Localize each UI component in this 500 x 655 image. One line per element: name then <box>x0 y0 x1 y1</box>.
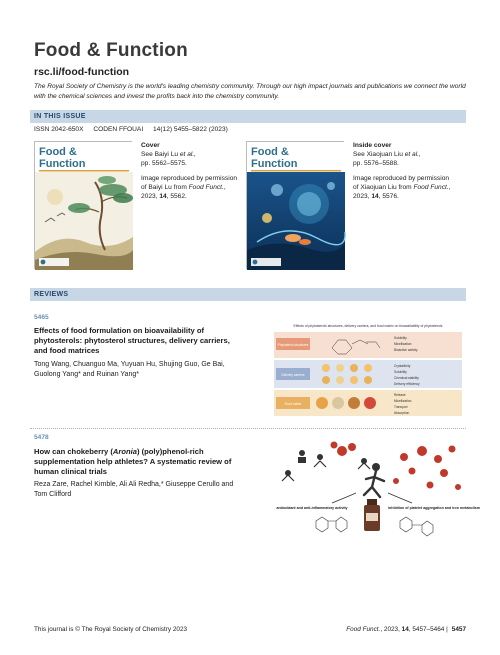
cover-label: Cover <box>141 142 160 149</box>
cover-credit: Image reproduced by permission of Baiyi Lu from Food Funct., 2023, 14, 5562. <box>141 175 238 200</box>
article-graphical-abstract <box>270 320 466 418</box>
section-heading-in-this-issue: IN THIS ISSUE <box>30 110 466 123</box>
cover-see: See Baiyi Lu et al., <box>141 151 196 158</box>
figure-row-3-item-1: Release <box>394 393 406 397</box>
cover-image[interactable] <box>34 141 132 269</box>
inside-cover-image[interactable] <box>246 141 344 269</box>
figure-row-2-item-4: Delivery efficiency <box>394 382 420 386</box>
figure-row-1-item-1: Solubility <box>394 336 407 340</box>
figure-row-1-item-2: Micellization <box>394 342 412 346</box>
figure-row-3-item-4: Absorption <box>394 411 410 415</box>
inside-cover-illustration <box>247 142 345 270</box>
inside-cover-label: Inside cover <box>353 142 392 149</box>
footer-citation: Food Funct., 2023, 14, 5457–5464 | 5457 <box>346 626 466 633</box>
volume-issue: 14(12) 5455–5822 (2023) <box>153 126 228 133</box>
article-authors: Tong Wang, Chuanguo Ma, Yuyuan Hu, Shujing Guo, Ge Bai, Guolong Yang* and Ruinan Yang* <box>34 361 225 378</box>
cover-illustration <box>35 142 133 270</box>
figure-row-2-item-1: Crystallinity <box>394 364 411 368</box>
figure-row-2-item-2: Solubility <box>394 370 407 374</box>
inside-cover-see: See Xiaojuan Liu et al., <box>353 151 421 158</box>
article-title[interactable]: Effects of food formulation on bioavailability of phytosterols: phytosterol structures, delivery carriers, and food matrices <box>34 326 230 355</box>
inside-cover-credit: Image reproduced by permission of Xiaojuan Liu from Food Funct., 2023, 14, 5576. <box>353 175 451 200</box>
inside-cover-title-line-2: Function <box>251 158 298 170</box>
figure-row-2-item-3: Chemical stability <box>394 376 419 380</box>
issn-line <box>34 126 236 133</box>
footer-copyright: This journal is © The Royal Society of Chemistry 2023 <box>34 626 188 633</box>
article-graphical-abstract <box>272 437 480 545</box>
article-page-number[interactable]: 5465 <box>34 314 49 321</box>
article-divider <box>30 428 466 429</box>
journal-url[interactable]: rsc.li/food-function <box>34 66 130 78</box>
figure-row-3-label: Food matrix <box>284 402 302 406</box>
cover-pages[interactable]: pp. 5562–5575. <box>141 160 187 167</box>
inside-cover-title-line-1: Food & <box>251 146 289 158</box>
figure-row-1-label: Phytosterol structures <box>277 343 309 347</box>
cover-title-line-1: Food & <box>39 146 77 158</box>
cover-title-line-2: Function <box>39 158 86 170</box>
inside-cover-caption <box>353 141 453 201</box>
inside-cover-pages[interactable]: pp. 5576–5588. <box>353 160 399 167</box>
journal-tagline: The Royal Society of Chemistry is the world's leading chemistry community. Through our high impact journals and publications we connect the world with the chemical sciences and invest the profits back into the chemistry community. <box>34 83 466 100</box>
figure-row-3-item-3: Transport <box>394 405 408 409</box>
issn: ISSN 2042-650X <box>34 126 84 133</box>
figure-row-3-item-2: Micellization <box>394 399 412 403</box>
article-title[interactable]: How can chokeberry (Aronia) (poly)phenol-rich supplementation help athletes? A systematic review of human clinical trials <box>34 447 232 476</box>
figure-right-label: inhibition of platelet aggregation and iron metabolism <box>388 506 480 510</box>
cover-caption <box>141 141 241 201</box>
figure-row-2-label: Delivery carriers <box>281 373 305 377</box>
article-page-number[interactable]: 5478 <box>34 434 49 441</box>
coden: CODEN FFOUAI <box>93 126 144 133</box>
journal-title: Food & Function <box>34 40 188 61</box>
page-number: 5457 <box>451 626 466 633</box>
figure-heading: Effects of phytosterols structures, delivery carriers, and food matrix on bioavailability of phytosterols <box>293 324 443 328</box>
figure-row-1-item-3: Bioactive activity <box>394 348 418 352</box>
figure-left-label: antioxidant and anti-inflammatory activity <box>276 506 348 510</box>
article-authors: Reza Zare, Rachel Kimble, Ali Ali Redha,* Giuseppe Cerullo and Tom Clifford <box>34 481 234 498</box>
section-heading-reviews: REVIEWS <box>30 288 466 301</box>
